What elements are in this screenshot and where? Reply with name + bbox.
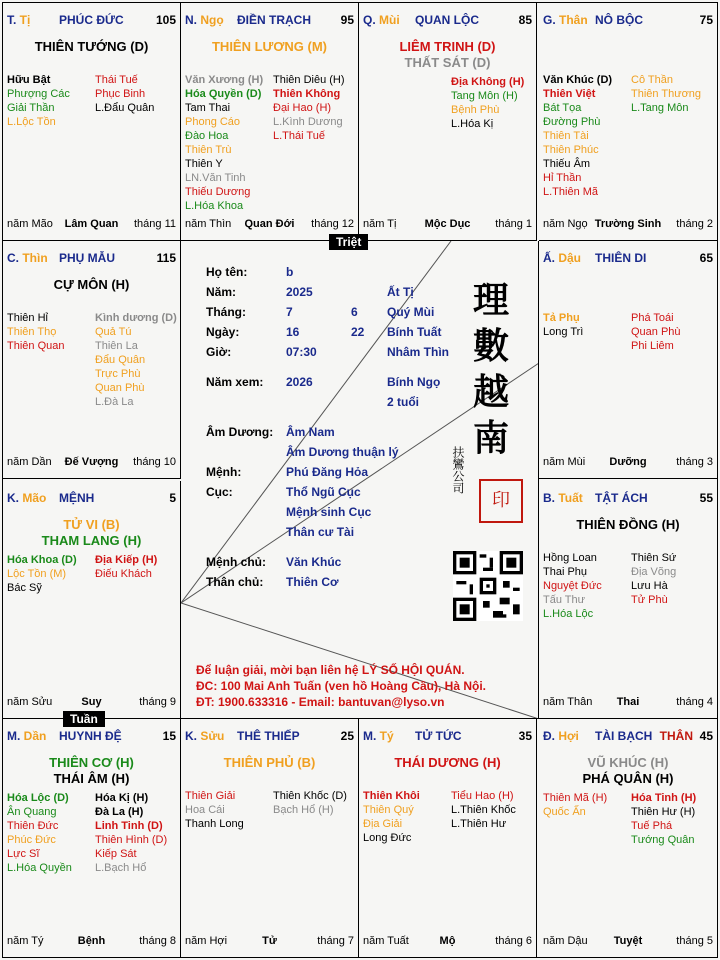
minor-star: Địa Không (H) — [451, 76, 525, 88]
palace-month: tháng 11 — [133, 218, 176, 230]
minor-star: Phá Toái — [631, 312, 674, 324]
minor-star: Bạch Hổ (H) — [273, 804, 334, 816]
main-stars — [3, 755, 180, 787]
minor-star: Văn Xương (H) — [185, 74, 264, 86]
menh-chu-label: Mệnh chủ: — [206, 555, 266, 569]
palace-name: ĐIỀN TRẠCH — [237, 13, 311, 27]
than-marker: THÂN — [659, 729, 693, 743]
center-info-panel — [181, 241, 539, 719]
main-star: THIÊN CƠ (H) — [49, 755, 134, 770]
minor-star: Tang Môn (H) — [451, 90, 518, 102]
palace-number: 105 — [155, 13, 176, 27]
minor-star: Lực Sĩ — [7, 848, 40, 860]
minor-star: Thiên Phúc — [543, 144, 599, 156]
ho-ten-value: b — [286, 265, 294, 279]
palace-number: 55 — [699, 491, 713, 505]
palace-cell — [3, 241, 181, 479]
minor-star: Phục Binh — [95, 88, 146, 100]
red-seal-stamp: 印 — [479, 479, 523, 523]
minor-star: Long Trì — [543, 326, 584, 338]
minor-star: Thiên Mã (H) — [543, 792, 608, 804]
main-stars — [359, 39, 536, 71]
ngay-can-chi: Bính Tuất — [387, 325, 442, 339]
minor-star: Thiên Y — [185, 158, 223, 170]
palace-name: MỆNH — [59, 491, 95, 505]
palace-position: K. Sửu — [185, 729, 225, 743]
contact-note: Để luận giải, mời bạn liên hệ LÝ SỐ HỘI QUÁN. — [196, 663, 465, 677]
palace-month: tháng 5 — [676, 935, 713, 947]
palace-stage: Quan Đới — [244, 218, 295, 230]
palace-name: TỬ TỨC — [415, 729, 462, 743]
main-star: THAM LANG (H) — [41, 533, 142, 548]
main-star: VŨ KHÚC (H) — [587, 755, 669, 770]
minor-star: Thiên Giải — [185, 790, 236, 802]
minor-star: Tấu Thư — [543, 594, 586, 606]
minor-star: L.Thiên Khốc — [451, 804, 516, 816]
palace-cell — [3, 481, 181, 719]
palace-footer — [7, 935, 176, 949]
minor-star: Thiên Hình (D) — [95, 834, 168, 846]
palace-footer — [185, 935, 354, 949]
calligraphy-char: 越 — [472, 371, 509, 413]
minor-star: Kình dương (D) — [95, 312, 177, 324]
palace-stage: Mộ — [439, 935, 456, 947]
minor-star: Thiên Diêu (H) — [273, 74, 345, 86]
minor-star: L.Thiên Mã — [543, 186, 599, 198]
palace-cell — [359, 3, 537, 241]
palace-number: 45 — [699, 729, 713, 743]
palace-footer — [7, 456, 176, 470]
palace-name: HUYNH ĐỆ — [59, 729, 122, 743]
main-stars — [181, 755, 358, 771]
gio-value: 07:30 — [286, 345, 317, 359]
palace-header — [185, 13, 354, 29]
palace-year: năm Thân — [543, 696, 593, 708]
palace-year: năm Thìn — [185, 218, 232, 230]
nam-value: 2025 — [286, 285, 313, 299]
thang-value: 7 — [286, 305, 293, 319]
main-star: THIÊN PHỦ (B) — [223, 755, 316, 770]
minor-star: Thiên Đức — [7, 820, 59, 832]
triet-badge: Triệt — [329, 234, 368, 250]
main-stars — [3, 277, 180, 293]
minor-star: Đại Hao (H) — [273, 102, 332, 114]
minor-star: Thiên Sứ — [631, 552, 677, 564]
minor-star: LN.Văn Tinh — [185, 172, 246, 184]
minor-star: Quan Phù — [631, 326, 681, 338]
palace-month: tháng 2 — [676, 218, 713, 230]
palace-month: tháng 12 — [311, 218, 354, 230]
minor-star: Tam Thai — [185, 102, 231, 114]
palace-number: 35 — [518, 729, 532, 743]
main-star: CỰ MÔN (H) — [53, 277, 130, 292]
minor-star: Thanh Long — [185, 818, 244, 830]
minor-star: Thai Phụ — [543, 566, 588, 578]
palace-footer — [363, 935, 532, 949]
nam-xem-value: 2026 — [286, 375, 313, 389]
palace-stage: Thai — [616, 696, 640, 708]
palace-footer — [543, 218, 713, 232]
minor-star: Địa Kiếp (H) — [95, 554, 158, 566]
minor-star: Thái Tuế — [95, 74, 138, 86]
nam-can-chi: Ất Tị — [387, 285, 414, 299]
minor-star: Lưu Hà — [631, 580, 668, 592]
palace-header — [7, 729, 176, 745]
palace-stage: Bệnh — [77, 935, 106, 947]
than-cu: Thân cư Tài — [286, 525, 355, 539]
minor-star: L.Bạch Hổ — [95, 862, 147, 874]
minor-star: Trực Phù — [95, 368, 141, 380]
palace-cell — [539, 241, 717, 479]
palace-month: tháng 8 — [139, 935, 176, 947]
minor-star: Đào Hoa — [185, 130, 229, 142]
minor-star: Tiểu Hao (H) — [451, 790, 514, 802]
palace-number: 115 — [156, 251, 176, 265]
minor-star: Hoa Cái — [185, 804, 225, 816]
minor-star: L.Hóa Kị — [451, 118, 494, 130]
minor-star: Tuế Phá — [631, 820, 673, 832]
than-chu-value: Thiên Cơ — [286, 575, 339, 589]
seal-text: 扶鸞公司 — [451, 446, 465, 494]
palace-position: Q. Mùi — [363, 13, 400, 27]
minor-star: L.Lộc Tồn — [7, 116, 56, 128]
palace-position: G. Thân — [543, 13, 588, 27]
palace-year: năm Dậu — [543, 935, 588, 947]
main-star: TỬ VI (B) — [63, 517, 120, 532]
palace-month: tháng 4 — [676, 696, 713, 708]
main-star: THIÊN TƯỚNG (D) — [34, 39, 149, 54]
palace-footer — [543, 935, 713, 949]
palace-name: NÔ BỘC — [595, 13, 643, 27]
contact-address: ĐC: 100 Mai Anh Tuấn (ven hồ Hoàng Cầu), Hà Nội. — [196, 679, 487, 693]
minor-star: Giải Thần — [7, 102, 55, 114]
palace-position: M. Dần — [7, 729, 47, 743]
palace-cell — [3, 719, 181, 957]
main-star: LIÊM TRINH (D) — [399, 39, 496, 54]
minor-star: L.Tang Môn — [631, 102, 689, 114]
palace-year: năm Dần — [7, 456, 52, 468]
thang-can-chi: Quý Mùi — [387, 305, 435, 319]
palace-number: 65 — [699, 251, 713, 265]
cuc-label: Cục: — [206, 485, 233, 499]
palace-month: tháng 3 — [676, 456, 713, 468]
palace-number: 95 — [340, 13, 354, 27]
minor-star: L.Thiên Hư — [451, 818, 507, 830]
main-star: THÁI DƯƠNG (H) — [394, 755, 501, 770]
palace-header — [543, 13, 713, 29]
palace-year: năm Sửu — [7, 696, 53, 708]
minor-star: Địa Giải — [363, 818, 403, 830]
minor-star: Quan Phù — [95, 382, 145, 394]
minor-star: Hóa Tinh (H) — [631, 792, 697, 804]
minor-star: Văn Khúc (D) — [543, 74, 613, 86]
minor-star: Tả Phụ — [543, 312, 580, 324]
palace-stage: Mộc Dục — [424, 218, 471, 230]
nam-xem-can-chi: Bính Ngọ — [387, 375, 441, 389]
minor-star: L.Kình Dương — [273, 116, 343, 128]
palace-position: K. Mão — [7, 491, 47, 505]
main-stars — [181, 39, 358, 55]
palace-month: tháng 10 — [133, 456, 176, 468]
palace-stage: Trường Sinh — [594, 218, 662, 230]
palace-name: PHÚC ĐỨC — [59, 13, 124, 27]
minor-star: Đà La (H) — [95, 806, 144, 818]
minor-star: Lộc Tồn (M) — [7, 568, 67, 580]
minor-star: Điếu Khách — [95, 568, 152, 580]
main-stars — [539, 755, 717, 787]
palace-name: TẬT ÁCH — [595, 491, 648, 505]
palace-cell — [3, 3, 181, 241]
am-duong-ly: Âm Dương thuận lý — [286, 445, 399, 459]
qr-code — [453, 551, 523, 621]
minor-star: Hữu Bật — [7, 74, 51, 86]
palace-position: B. Tuất — [543, 491, 583, 505]
minor-star: Thiên Quan — [7, 340, 65, 352]
palace-footer — [363, 218, 532, 232]
main-stars — [359, 755, 536, 771]
palace-month: tháng 9 — [139, 696, 176, 708]
minor-star: Phi Liêm — [631, 340, 674, 352]
minor-star: Thiếu Dương — [185, 186, 251, 198]
minor-star: Cô Thần — [631, 74, 673, 86]
minor-star: Thiên Trù — [185, 144, 232, 156]
palace-name: QUAN LỘC — [415, 13, 479, 27]
minor-star: Thiên La — [95, 340, 138, 352]
palace-stage: Tử — [262, 935, 277, 947]
ngay-am: 22 — [351, 325, 365, 339]
minor-star: Nguyệt Đức — [543, 580, 602, 592]
palace-footer — [543, 696, 713, 710]
minor-star: Kiếp Sát — [95, 848, 137, 860]
am-duong-label: Âm Dương: — [206, 425, 274, 439]
palace-name: THIÊN DI — [595, 251, 647, 265]
minor-star: Thiên Quý — [363, 804, 414, 816]
minor-star: Thiên Khôi — [363, 790, 420, 802]
minor-star: Bác Sỹ — [7, 582, 42, 594]
palace-number: 5 — [169, 491, 176, 505]
minor-star: Phượng Các — [7, 88, 70, 100]
minor-star: Thiên Tài — [543, 130, 589, 142]
palace-footer — [185, 218, 354, 232]
palace-year: năm Tý — [7, 935, 44, 947]
palace-position: M. Tý — [363, 729, 394, 743]
palace-cell — [539, 719, 717, 957]
tuoi-value: 2 tuổi — [387, 395, 419, 409]
palace-position: N. Ngọ — [185, 13, 224, 27]
minor-star: Quả Tú — [95, 326, 132, 338]
palace-header — [363, 13, 532, 29]
minor-star: Thiên Khốc (D) — [273, 790, 347, 802]
thang-am: 6 — [351, 305, 358, 319]
palace-position: Đ. Hợi — [543, 729, 579, 743]
palace-header — [543, 251, 713, 267]
palace-year: năm Ngọ — [543, 218, 588, 230]
palace-year: năm Hợi — [185, 935, 228, 947]
minor-star: Hóa Lộc (D) — [7, 792, 69, 804]
ngay-label: Ngày: — [206, 325, 240, 339]
menh-value: Phú Đăng Hỏa — [286, 465, 369, 479]
palace-cell — [181, 3, 359, 241]
minor-star: L.Thái Tuế — [273, 130, 325, 142]
gio-can-chi: Nhâm Thìn — [387, 345, 449, 359]
palace-name: THÊ THIẾP — [237, 729, 300, 743]
palace-name: TÀI BẠCH — [595, 729, 653, 743]
palace-stage: Dưỡng — [609, 456, 647, 468]
palace-position: T. Tị — [7, 13, 31, 27]
menh-label: Mệnh: — [206, 465, 242, 479]
ngay-value: 16 — [286, 325, 300, 339]
minor-star: Đường Phù — [543, 116, 601, 128]
main-stars — [539, 517, 717, 533]
main-star: THIÊN LƯƠNG (M) — [211, 39, 328, 54]
palace-header — [185, 729, 354, 745]
main-star: THÁI ÂM (H) — [53, 771, 130, 786]
palace-month: tháng 6 — [495, 935, 532, 947]
main-star: THẤT SÁT (D) — [404, 55, 491, 70]
main-stars — [3, 39, 180, 55]
minor-star: Phúc Đức — [7, 834, 56, 846]
minor-star: L.Hóa Lộc — [543, 608, 594, 620]
minor-star: Hóa Khoa (D) — [7, 554, 77, 566]
minor-star: L.Đà La — [95, 396, 134, 408]
palace-cell — [539, 481, 717, 719]
minor-star: Thiên Việt — [543, 88, 596, 100]
minor-star: Tử Phù — [631, 594, 668, 606]
minor-star: Phong Cáo — [185, 116, 241, 128]
nam-label: Năm: — [206, 285, 237, 299]
palace-number: 25 — [340, 729, 354, 743]
minor-star: Thiên Hỉ — [7, 312, 48, 324]
than-chu-label: Thân chủ: — [206, 575, 264, 589]
calligraphy-char: 數 — [472, 325, 509, 367]
palace-year: năm Tuất — [363, 935, 409, 947]
palace-header — [363, 729, 532, 745]
calligraphy-char: 理 — [472, 279, 509, 321]
palace-stage: Tuyệt — [613, 935, 643, 947]
palace-month: tháng 1 — [495, 218, 532, 230]
palace-number: 85 — [518, 13, 532, 27]
palace-stage: Đế Vượng — [64, 456, 119, 468]
minor-star: Thiên Hư (H) — [631, 806, 696, 818]
palace-header — [543, 729, 713, 745]
palace-header — [7, 491, 176, 507]
ho-ten-label: Họ tên: — [206, 265, 248, 279]
minor-star: Tướng Quân — [631, 834, 695, 846]
minor-star: Linh Tinh (D) — [95, 820, 163, 832]
minor-star: Thiên Thương — [631, 88, 702, 100]
palace-footer — [7, 696, 176, 710]
palace-name: PHỤ MẪU — [59, 251, 115, 265]
palace-stage: Lâm Quan — [64, 218, 119, 230]
minor-star: Đẩu Quân — [95, 354, 146, 366]
thang-label: Tháng: — [206, 305, 246, 319]
palace-position: C. Thìn — [7, 251, 48, 265]
minor-star: Thiếu Âm — [543, 158, 591, 170]
palace-position: Ấ. Dậu — [543, 251, 582, 265]
minor-star: Quốc Ấn — [543, 806, 586, 818]
menh-chu-value: Văn Khúc — [286, 555, 342, 569]
palace-stage: Suy — [81, 696, 102, 708]
minor-star: Hỉ Thần — [543, 172, 582, 184]
main-stars — [3, 517, 180, 549]
minor-star: L.Hóa Quyền — [7, 862, 72, 874]
minor-star: Thiên Thọ — [7, 326, 57, 338]
minor-star: Hóa Quyền (D) — [185, 88, 262, 100]
minor-star: Hóa Kị (H) — [95, 792, 149, 804]
gio-label: Giờ: — [206, 345, 232, 359]
am-duong-value: Âm Nam — [286, 425, 335, 439]
palace-year: năm Mùi — [543, 456, 586, 468]
palace-header — [7, 251, 176, 267]
palace-number: 75 — [699, 13, 713, 27]
palace-footer — [543, 456, 713, 470]
palace-cell — [181, 719, 359, 957]
palace-header — [543, 491, 713, 507]
palace-cell — [359, 719, 537, 957]
tuan-badge: Tuần — [63, 711, 105, 727]
horoscope-chart — [2, 2, 718, 958]
calligraphy-logo — [471, 277, 511, 461]
minor-star: Địa Võng — [631, 566, 677, 578]
minor-star: L.Đẩu Quân — [95, 102, 155, 114]
calligraphy-char: 南 — [472, 417, 509, 459]
minor-star: Thiên Không — [273, 88, 341, 100]
cuc-value: Thổ Ngũ Cục — [286, 485, 361, 499]
palace-year: năm Mão — [7, 218, 53, 230]
minor-star: Bát Tọa — [543, 102, 582, 114]
minor-star: Hồng Loan — [543, 552, 597, 564]
palace-header — [7, 13, 176, 29]
cuc-relation: Mệnh sinh Cục — [286, 505, 372, 519]
main-star: THIÊN ĐỒNG (H) — [576, 517, 680, 532]
palace-cell — [539, 3, 717, 241]
palace-month: tháng 7 — [317, 935, 354, 947]
minor-star: L.Hóa Khoa — [185, 200, 244, 212]
palace-number: 15 — [162, 729, 176, 743]
contact-phone-email: ĐT: 1900.633316 - Email: bantuvan@lyso.vn — [196, 695, 445, 709]
main-star: PHÁ QUÂN (H) — [582, 771, 674, 786]
minor-star: Bệnh Phù — [451, 104, 500, 116]
palace-year: năm Tị — [363, 218, 397, 230]
minor-star: Long Đức — [363, 832, 412, 844]
palace-footer — [7, 218, 176, 232]
minor-star: Ân Quang — [7, 806, 57, 818]
nam-xem-label: Năm xem: — [206, 375, 264, 389]
